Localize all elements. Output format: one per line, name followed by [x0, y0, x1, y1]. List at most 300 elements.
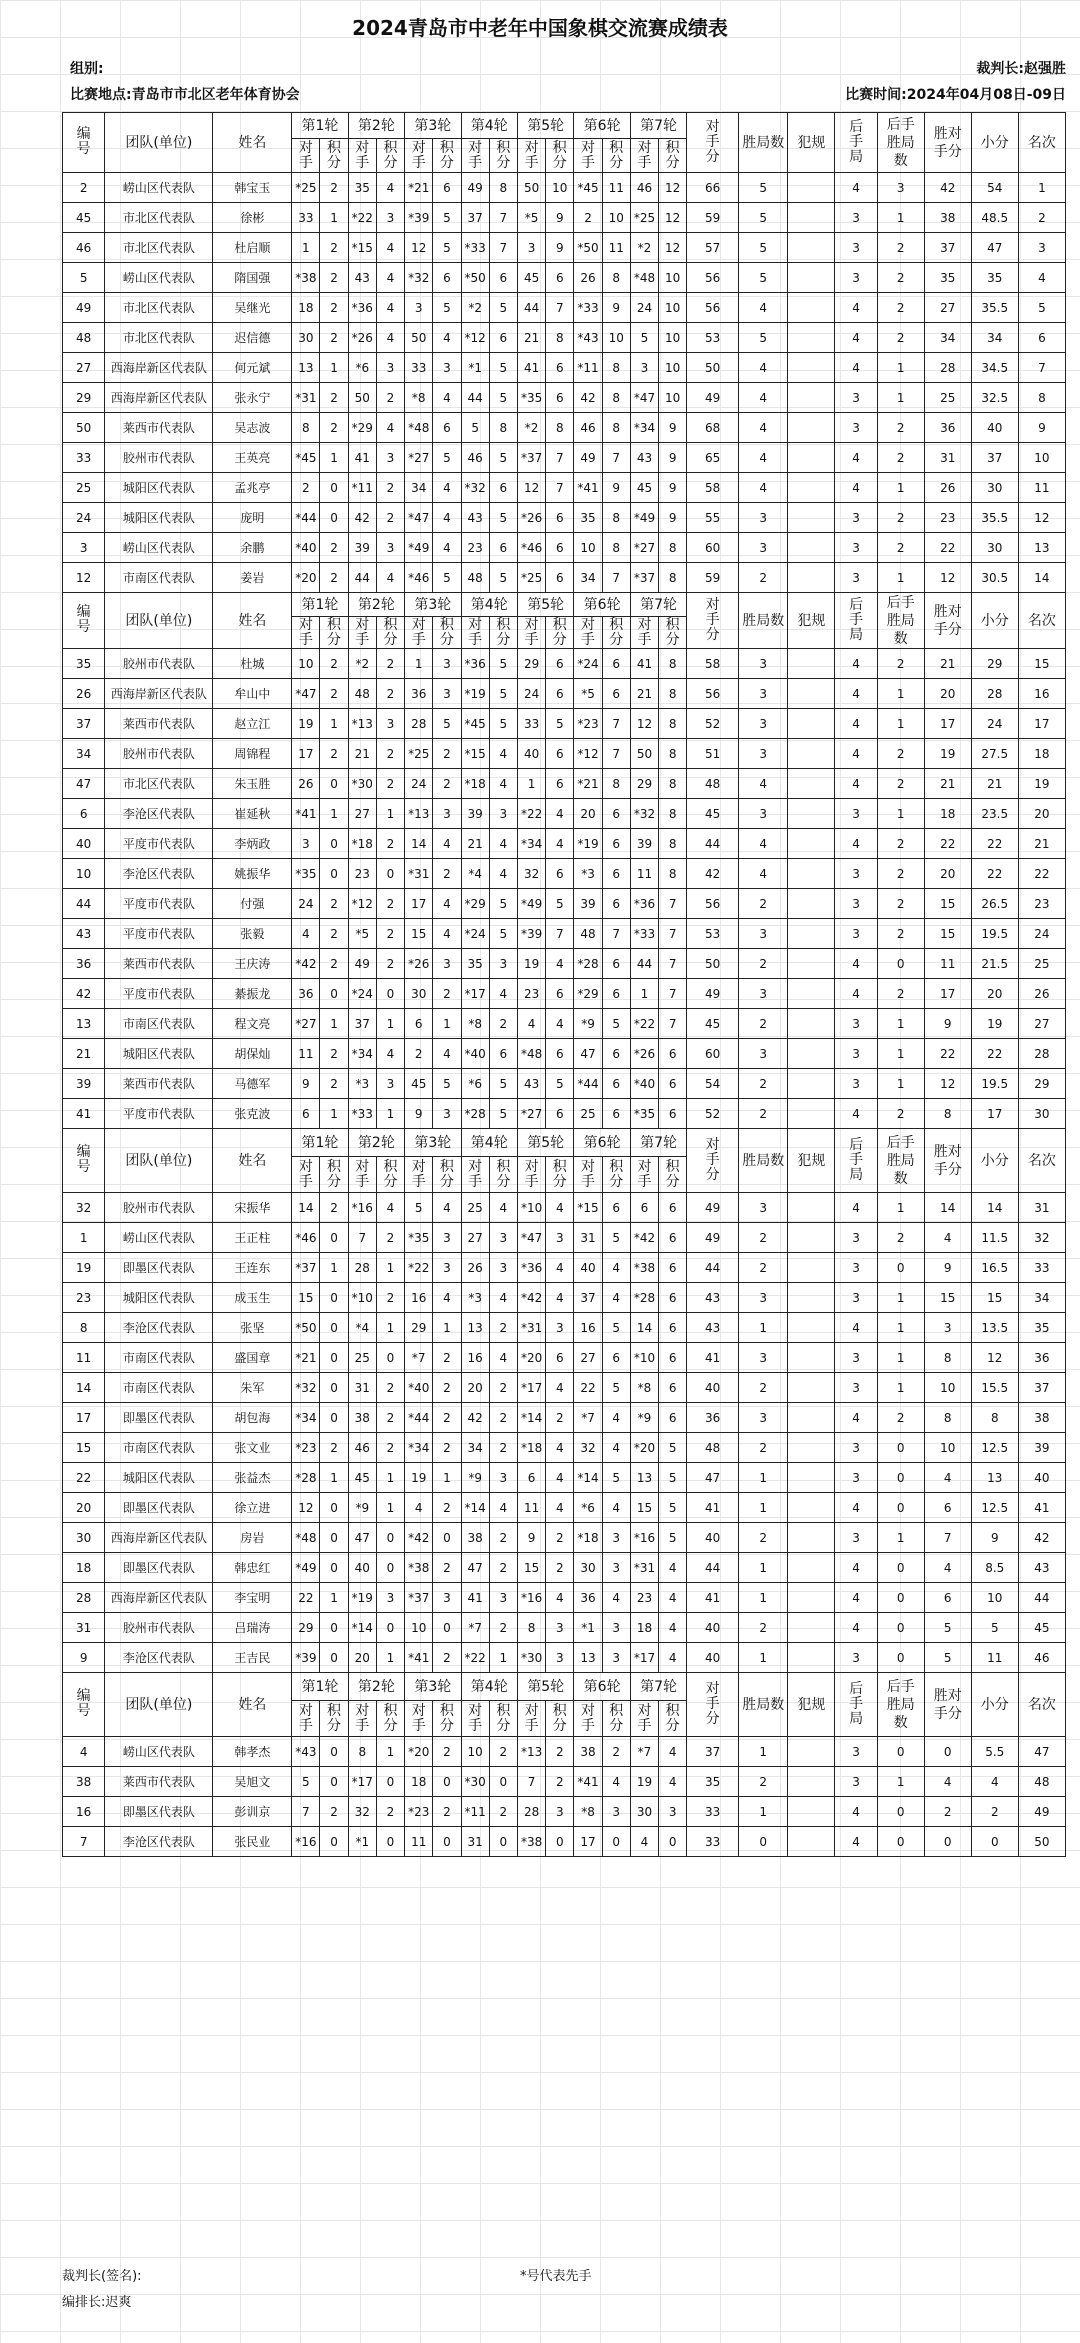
- table-cell: 11: [602, 233, 630, 263]
- table-cell: 市南区代表队: [105, 1433, 213, 1463]
- table-cell: 3: [877, 173, 924, 203]
- table-cell: 49: [1018, 1797, 1065, 1827]
- table-cell: 6: [659, 1373, 687, 1403]
- header-wins: 胜局数: [739, 593, 788, 649]
- table-cell: [788, 1737, 835, 1767]
- table-cell: *2: [461, 293, 489, 323]
- table-cell: 11: [292, 1039, 320, 1069]
- table-cell: 2: [320, 949, 348, 979]
- header-round-1: 第1轮: [292, 113, 348, 139]
- table-cell: 5: [433, 1069, 461, 1099]
- table-cell: 6: [546, 353, 574, 383]
- table-row: [63, 233, 1066, 263]
- table-cell: 2: [877, 503, 924, 533]
- table-cell: 30: [292, 323, 320, 353]
- table-cell: 5: [739, 233, 788, 263]
- table-row: [63, 649, 1066, 679]
- table-cell: 5: [546, 1069, 574, 1099]
- table-cell: 34: [1018, 1283, 1065, 1313]
- table-cell: 3: [376, 203, 404, 233]
- table-cell: 0: [877, 1737, 924, 1767]
- header-foul: 犯规: [788, 593, 835, 649]
- table-cell: 张永宁: [213, 383, 292, 413]
- header-round-5: 第5轮: [517, 1129, 573, 1157]
- table-cell: 4: [835, 979, 877, 1009]
- header-back-games: [835, 1673, 877, 1737]
- table-cell: *10: [630, 1343, 658, 1373]
- table-cell: 2: [320, 739, 348, 769]
- table-cell: 1: [320, 709, 348, 739]
- table-cell: *32: [292, 1373, 320, 1403]
- table-cell: 6: [602, 1099, 630, 1129]
- header-opponent-text: 对手: [524, 616, 539, 648]
- table-cell: 3: [602, 1523, 630, 1553]
- header-win-opp-score: 胜对手分: [924, 1673, 971, 1737]
- table-row: [63, 1039, 1066, 1069]
- table-cell: 2: [602, 1737, 630, 1767]
- table-row: [63, 263, 1066, 293]
- table-cell: 35: [461, 949, 489, 979]
- table-cell: *49: [517, 889, 545, 919]
- table-cell: 30: [971, 473, 1018, 503]
- header-points: [602, 1701, 630, 1737]
- table-cell: 3: [602, 1613, 630, 1643]
- table-cell: 47: [574, 1039, 602, 1069]
- header-points: [433, 617, 461, 649]
- table-cell: [788, 1403, 835, 1433]
- table-cell: 2: [489, 1613, 517, 1643]
- table-cell: [788, 829, 835, 859]
- table-cell: 4: [546, 1253, 574, 1283]
- table-cell: 2: [877, 739, 924, 769]
- table-cell: 崂山区代表队: [105, 533, 213, 563]
- table-cell: 8: [602, 413, 630, 443]
- table-cell: 4: [835, 1613, 877, 1643]
- table-cell: 41: [687, 1493, 739, 1523]
- table-cell: *39: [292, 1643, 320, 1673]
- table-cell: 5: [489, 1069, 517, 1099]
- table-cell: 1: [877, 473, 924, 503]
- table-cell: [788, 443, 835, 473]
- table-cell: 16: [405, 1283, 433, 1313]
- header-back-games-text: 后手局: [849, 1680, 864, 1727]
- header-opponent: [461, 617, 489, 649]
- header-back-wins: 后手胜局数: [877, 1129, 924, 1193]
- table-cell: 15.5: [971, 1373, 1018, 1403]
- table-cell: 36: [1018, 1343, 1065, 1373]
- header-points: [659, 139, 687, 173]
- table-cell: [788, 859, 835, 889]
- table-cell: 40: [574, 1253, 602, 1283]
- table-cell: 即墨区代表队: [105, 1403, 213, 1433]
- table-cell: 22: [924, 533, 971, 563]
- table-cell: 12: [405, 233, 433, 263]
- header-opponent-text: 对手: [468, 1158, 483, 1190]
- table-cell: 胶州市代表队: [105, 1193, 213, 1223]
- table-cell: *17: [517, 1373, 545, 1403]
- table-cell: 4: [376, 323, 404, 353]
- header-team: 团队(单位): [105, 593, 213, 649]
- table-cell: 8: [602, 769, 630, 799]
- header-opponent: [574, 1157, 602, 1193]
- table-cell: 2: [489, 1373, 517, 1403]
- table-cell: 1: [405, 649, 433, 679]
- table-cell: 46: [1018, 1643, 1065, 1673]
- table-cell: 2: [877, 889, 924, 919]
- table-cell: 3: [63, 533, 105, 563]
- table-cell: 47: [348, 1523, 376, 1553]
- table-cell: 3: [630, 353, 658, 383]
- table-cell: 2: [376, 1797, 404, 1827]
- table-cell: 6: [602, 799, 630, 829]
- table-cell: 49: [348, 949, 376, 979]
- header-team: 团队(单位): [105, 113, 213, 173]
- table-cell: 5: [489, 889, 517, 919]
- table-cell: 39: [630, 829, 658, 859]
- table-cell: 3: [739, 1403, 788, 1433]
- table-cell: 8: [546, 323, 574, 353]
- table-cell: 0: [320, 1643, 348, 1673]
- table-cell: 21.5: [971, 949, 1018, 979]
- header-opponent-score: [687, 1129, 739, 1193]
- table-cell: 6: [517, 1463, 545, 1493]
- table-cell: 50: [630, 739, 658, 769]
- table-cell: 崂山区代表队: [105, 1223, 213, 1253]
- table-cell: 韩孝杰: [213, 1737, 292, 1767]
- table-cell: 张坚: [213, 1313, 292, 1343]
- table-cell: 2: [877, 1223, 924, 1253]
- table-cell: [788, 739, 835, 769]
- table-cell: 28: [348, 1253, 376, 1283]
- table-cell: 22: [971, 829, 1018, 859]
- header-opponent: [405, 1701, 433, 1737]
- table-cell: 2: [433, 1553, 461, 1583]
- header-opponent: [348, 1157, 376, 1193]
- header-points: [320, 139, 348, 173]
- table-cell: 2: [376, 679, 404, 709]
- table-cell: 0: [877, 1827, 924, 1857]
- table-cell: 1: [739, 1553, 788, 1583]
- table-cell: 6: [433, 413, 461, 443]
- table-cell: *43: [292, 1737, 320, 1767]
- table-cell: 8.5: [971, 1553, 1018, 1583]
- table-cell: 5: [489, 563, 517, 593]
- table-cell: 王庆涛: [213, 949, 292, 979]
- table-cell: *20: [517, 1343, 545, 1373]
- table-cell: 1: [433, 1463, 461, 1493]
- table-cell: 8: [659, 679, 687, 709]
- table-cell: 2: [739, 1253, 788, 1283]
- table-cell: 0: [320, 979, 348, 1009]
- table-cell: 8: [348, 1737, 376, 1767]
- table-cell: 1: [320, 353, 348, 383]
- table-cell: 5: [739, 263, 788, 293]
- table-cell: 22: [924, 1039, 971, 1069]
- table-cell: 4: [433, 323, 461, 353]
- table-cell: 29: [63, 383, 105, 413]
- table-cell: 2: [971, 1797, 1018, 1827]
- table-cell: 李沧区代表队: [105, 799, 213, 829]
- table-row: [63, 829, 1066, 859]
- table-cell: 杜城: [213, 649, 292, 679]
- table-cell: [788, 473, 835, 503]
- table-cell: 8: [659, 769, 687, 799]
- table-cell: 3: [517, 233, 545, 263]
- table-cell: 6: [602, 859, 630, 889]
- table-cell: 32: [63, 1193, 105, 1223]
- table-cell: *9: [574, 1009, 602, 1039]
- table-cell: 2: [433, 739, 461, 769]
- table-cell: 50: [687, 949, 739, 979]
- table-cell: [788, 323, 835, 353]
- table-cell: 1: [877, 353, 924, 383]
- table-cell: 18: [630, 1613, 658, 1643]
- table-cell: 10: [924, 1373, 971, 1403]
- table-cell: 朱军: [213, 1373, 292, 1403]
- table-cell: 4: [376, 1193, 404, 1223]
- table-cell: 35: [63, 649, 105, 679]
- header-number: [63, 1129, 105, 1193]
- table-cell: *49: [630, 503, 658, 533]
- table-cell: 9: [659, 503, 687, 533]
- table-cell: 60: [687, 533, 739, 563]
- table-cell: 4: [835, 1827, 877, 1857]
- table-cell: 30: [1018, 1099, 1065, 1129]
- table-cell: 6: [659, 1039, 687, 1069]
- table-cell: 48: [63, 323, 105, 353]
- table-cell: 孟兆亭: [213, 473, 292, 503]
- table-cell: 朱玉胜: [213, 769, 292, 799]
- table-cell: *31: [517, 1313, 545, 1343]
- table-cell: 49: [574, 443, 602, 473]
- table-cell: 27: [348, 799, 376, 829]
- table-cell: 5: [630, 323, 658, 353]
- table-cell: 3: [489, 1583, 517, 1613]
- table-cell: 4: [517, 1009, 545, 1039]
- table-cell: 6: [659, 1223, 687, 1253]
- header-points-text: 积分: [665, 1702, 680, 1734]
- table-cell: 8: [659, 829, 687, 859]
- table-cell: *7: [405, 1343, 433, 1373]
- table-row: [63, 1827, 1066, 1857]
- table-cell: 2: [877, 1099, 924, 1129]
- table-cell: *45: [461, 709, 489, 739]
- table-cell: 46: [461, 443, 489, 473]
- table-cell: 34: [971, 323, 1018, 353]
- table-cell: 1: [376, 1493, 404, 1523]
- table-cell: 15: [630, 1493, 658, 1523]
- table-cell: *46: [405, 563, 433, 593]
- table-cell: 2: [433, 769, 461, 799]
- table-cell: 8: [924, 1099, 971, 1129]
- table-cell: 4: [630, 1827, 658, 1857]
- header-opponent-score: [687, 593, 739, 649]
- table-cell: 2: [376, 473, 404, 503]
- table-cell: 3: [739, 799, 788, 829]
- table-cell: 4: [924, 1553, 971, 1583]
- table-cell: 0: [877, 1583, 924, 1613]
- table-cell: 0: [877, 1463, 924, 1493]
- table-cell: *5: [574, 679, 602, 709]
- header-points-text: 积分: [552, 616, 567, 648]
- table-cell: 17: [924, 979, 971, 1009]
- header-points-text: 积分: [327, 139, 342, 171]
- table-cell: 47: [1018, 1737, 1065, 1767]
- table-cell: 6: [546, 383, 574, 413]
- table-cell: 29: [1018, 1069, 1065, 1099]
- table-cell: 30: [630, 1797, 658, 1827]
- table-cell: 2: [877, 829, 924, 859]
- table-row: [63, 979, 1066, 1009]
- table-cell: 42: [1018, 1523, 1065, 1553]
- table-cell: 即墨区代表队: [105, 1253, 213, 1283]
- table-cell: *1: [348, 1827, 376, 1857]
- table-cell: 5: [433, 233, 461, 263]
- table-cell: 6: [602, 649, 630, 679]
- table-cell: 3: [433, 1583, 461, 1613]
- table-cell: 10: [659, 383, 687, 413]
- header-points-text: 积分: [439, 139, 454, 171]
- table-cell: 6: [602, 949, 630, 979]
- table-cell: 0: [433, 1767, 461, 1797]
- table-cell: 11: [602, 173, 630, 203]
- table-cell: 3: [739, 1039, 788, 1069]
- table-cell: 5: [546, 889, 574, 919]
- table-cell: *35: [517, 383, 545, 413]
- table-cell: 11: [405, 1827, 433, 1857]
- header-opponent-score-text: 对手分: [705, 1136, 720, 1183]
- table-cell: 66: [687, 173, 739, 203]
- table-cell: 何元斌: [213, 353, 292, 383]
- table-cell: 44: [348, 563, 376, 593]
- table-cell: 3: [489, 949, 517, 979]
- table-cell: 37: [348, 1009, 376, 1039]
- table-cell: 45: [348, 1463, 376, 1493]
- table-cell: 5: [489, 919, 517, 949]
- header-back-games: [835, 113, 877, 173]
- header-opponent: [405, 617, 433, 649]
- table-cell: 3: [376, 443, 404, 473]
- table-row: [63, 293, 1066, 323]
- table-cell: *15: [348, 233, 376, 263]
- table-cell: 2: [433, 1797, 461, 1827]
- table-cell: [788, 293, 835, 323]
- table-cell: 2: [433, 1493, 461, 1523]
- table-cell: 19: [63, 1253, 105, 1283]
- table-cell: 王吉民: [213, 1643, 292, 1673]
- table-row: [63, 1069, 1066, 1099]
- table-cell: 7: [517, 1767, 545, 1797]
- table-cell: 2: [546, 1523, 574, 1553]
- table-cell: 2: [320, 233, 348, 263]
- table-cell: 25: [348, 1343, 376, 1373]
- table-cell: [788, 1009, 835, 1039]
- table-cell: 崂山区代表队: [105, 263, 213, 293]
- header-points: [376, 1157, 404, 1193]
- table-cell: 20: [574, 799, 602, 829]
- table-cell: *18: [574, 1523, 602, 1553]
- table-row: [63, 1099, 1066, 1129]
- table-cell: 18: [292, 293, 320, 323]
- header-opponent-score: [687, 1673, 739, 1737]
- header-round-7: 第7轮: [630, 1129, 686, 1157]
- table-cell: 46: [63, 233, 105, 263]
- table-cell: 3: [835, 1737, 877, 1767]
- table-cell: [788, 649, 835, 679]
- table-cell: *26: [405, 949, 433, 979]
- table-cell: 2: [433, 1373, 461, 1403]
- table-cell: 韩忠红: [213, 1553, 292, 1583]
- table-cell: 12: [971, 1343, 1018, 1373]
- table-cell: 4: [546, 1433, 574, 1463]
- table-cell: 6: [546, 263, 574, 293]
- table-row: [63, 563, 1066, 593]
- table-cell: 3: [739, 503, 788, 533]
- table-cell: 2: [320, 293, 348, 323]
- table-cell: [788, 1283, 835, 1313]
- table-cell: 40: [1018, 1463, 1065, 1493]
- table-cell: 43: [348, 263, 376, 293]
- table-cell: 5: [63, 263, 105, 293]
- table-cell: 23: [461, 533, 489, 563]
- table-cell: 6: [433, 263, 461, 293]
- header-back-games-text: 后手局: [849, 596, 864, 643]
- table-cell: 27: [924, 293, 971, 323]
- table-cell: 7: [602, 919, 630, 949]
- table-cell: *27: [292, 1009, 320, 1039]
- table-cell: *4: [461, 859, 489, 889]
- table-cell: 市南区代表队: [105, 1009, 213, 1039]
- table-cell: 8: [924, 1343, 971, 1373]
- table-cell: *13: [348, 709, 376, 739]
- table-cell: 41: [348, 443, 376, 473]
- header-opponent-text: 对手: [411, 1702, 426, 1734]
- table-cell: 4: [835, 649, 877, 679]
- table-cell: 5: [546, 709, 574, 739]
- table-cell: 11: [924, 949, 971, 979]
- header-round-3: 第3轮: [405, 593, 461, 617]
- table-cell: 1: [320, 1463, 348, 1493]
- table-cell: 0: [320, 1403, 348, 1433]
- table-cell: 王英亮: [213, 443, 292, 473]
- table-cell: 37: [63, 709, 105, 739]
- table-cell: 53: [687, 323, 739, 353]
- table-cell: 41: [63, 1099, 105, 1129]
- header-round-6: 第6轮: [574, 113, 630, 139]
- table-cell: 0: [320, 1343, 348, 1373]
- table-cell: *29: [574, 979, 602, 1009]
- table-cell: 2: [63, 173, 105, 203]
- header-opponent: [348, 617, 376, 649]
- table-cell: 0: [376, 1767, 404, 1797]
- table-cell: 吴旭文: [213, 1767, 292, 1797]
- header-back-games-text: 后手局: [849, 118, 864, 165]
- table-cell: *30: [461, 1767, 489, 1797]
- table-cell: 30: [405, 979, 433, 1009]
- table-row: [63, 473, 1066, 503]
- table-cell: 41: [517, 353, 545, 383]
- table-cell: 4: [739, 383, 788, 413]
- table-cell: 46: [574, 413, 602, 443]
- table-cell: 2: [489, 1403, 517, 1433]
- table-cell: 17: [924, 709, 971, 739]
- table-cell: 13: [574, 1643, 602, 1673]
- table-cell: 3: [835, 1433, 877, 1463]
- header-name: 姓名: [213, 1673, 292, 1737]
- table-cell: 21: [461, 829, 489, 859]
- table-cell: [788, 353, 835, 383]
- table-cell: *13: [405, 799, 433, 829]
